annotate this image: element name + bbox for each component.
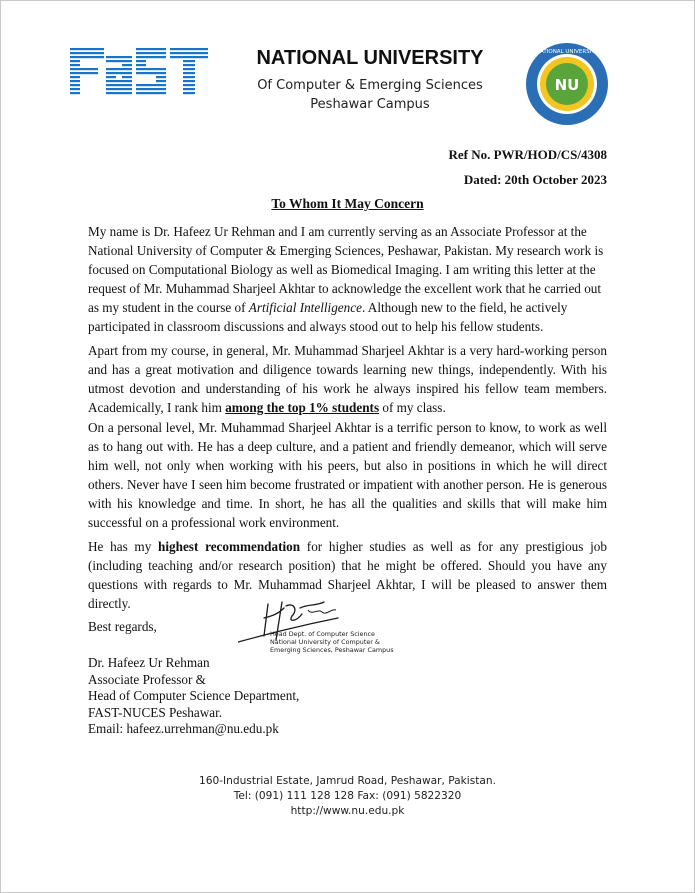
footer-address: 160-Industrial Estate, Jamrud Road, Peshawar, Pakistan. xyxy=(198,775,496,787)
university-title: NATIONAL UNIVERSITY xyxy=(256,47,484,69)
footer-phone: Tel: (091) 111 128 128 Fax: (091) 5822320 xyxy=(233,790,462,802)
signatory-department: Head of Computer Science Department, xyxy=(88,688,300,703)
campus-name: Peshawar Campus xyxy=(310,97,430,112)
signatory-name: Dr. Hafeez Ur Rehman xyxy=(88,655,210,670)
signatory-title: Associate Professor & xyxy=(88,671,206,687)
reference-number: Ref No. PWR/HOD/CS/4308 xyxy=(448,147,607,162)
recommendation-highlight: highest recommendation xyxy=(158,539,301,554)
rank-highlight: among the top 1% students xyxy=(225,400,380,415)
letter-date: Dated: 20th October 2023 xyxy=(463,172,607,187)
signatory-block xyxy=(88,655,299,738)
paragraph-academic: Apart from my course, in general, Mr. Muhammad Sharjeel Akhtar is a very hard-working person and has a great motivation and diligence towards learning new things, independently. With his utmost devotion and understanding of his work he always inspired his fellow team members. Academically, I rank him among the top 1% students of my class. xyxy=(88,343,607,415)
svg-text:NU: NU xyxy=(554,76,580,94)
paragraph-recommendation: He has my highest recommendation for higher studies as well as for any prestigious job (including teaching and/or research position) that he might be offered. Should you have any questions with regards to Mr. Muhammad Sharjeel Akhtar, I will be pleased to answer them directly. xyxy=(88,539,607,611)
letter-subject: To Whom It May Concern xyxy=(271,196,424,211)
closing: Best regards, xyxy=(88,619,157,634)
course-name: Artificial Intelligence xyxy=(248,300,362,315)
footer-website: http://www.nu.edu.pk xyxy=(290,805,405,817)
svg-text:NATIONAL UNIVERSITY: NATIONAL UNIVERSITY xyxy=(535,49,599,55)
paragraph-introduction: My name is Dr. Hafeez Ur Rehman and I am currently serving as an Associate Professor at the National University of Computer & Emerging Sciences, Peshawar, Pakistan. My research work is focused on Computational Biology as well as Biomedical Imaging. I am writing this letter at the request of Mr. Muhammad Sharjeel Akhtar to acknowledge the excellent work that he carried out as my student in the course of Artificial Intelligence. Although new to the field, he actively participated in classroom discussions and always stood out to help his fellow students. xyxy=(88,224,604,334)
official-stamp: Head Dept. of Computer Science National University of Computer & Emerging Sciences, Peshawar Campus xyxy=(270,630,394,654)
fast-logo xyxy=(70,46,210,98)
university-seal-icon xyxy=(525,42,609,126)
university-subtitle: Of Computer & Emerging Sciences xyxy=(257,78,483,93)
signatory-organization: FAST-NUCES Peshawar. xyxy=(88,704,223,720)
paragraph-personal: On a personal level, Mr. Muhammad Sharjeel Akhtar is a terrific person to know, to work as well as to hang out with. He has a deep culture, and a patient and friendly demeanor, which will serve him well, not only when working with his peers, but also in positions in which he will direct others. Never have I seen him become frustrated or impatient with another person. He is generous with his knowledge and time. In short, he has all the qualities and skills that will make him successful on a professional work environment. xyxy=(88,420,607,530)
signatory-email: Email: hafeez.urrehman@nu.edu.pk xyxy=(88,721,279,736)
